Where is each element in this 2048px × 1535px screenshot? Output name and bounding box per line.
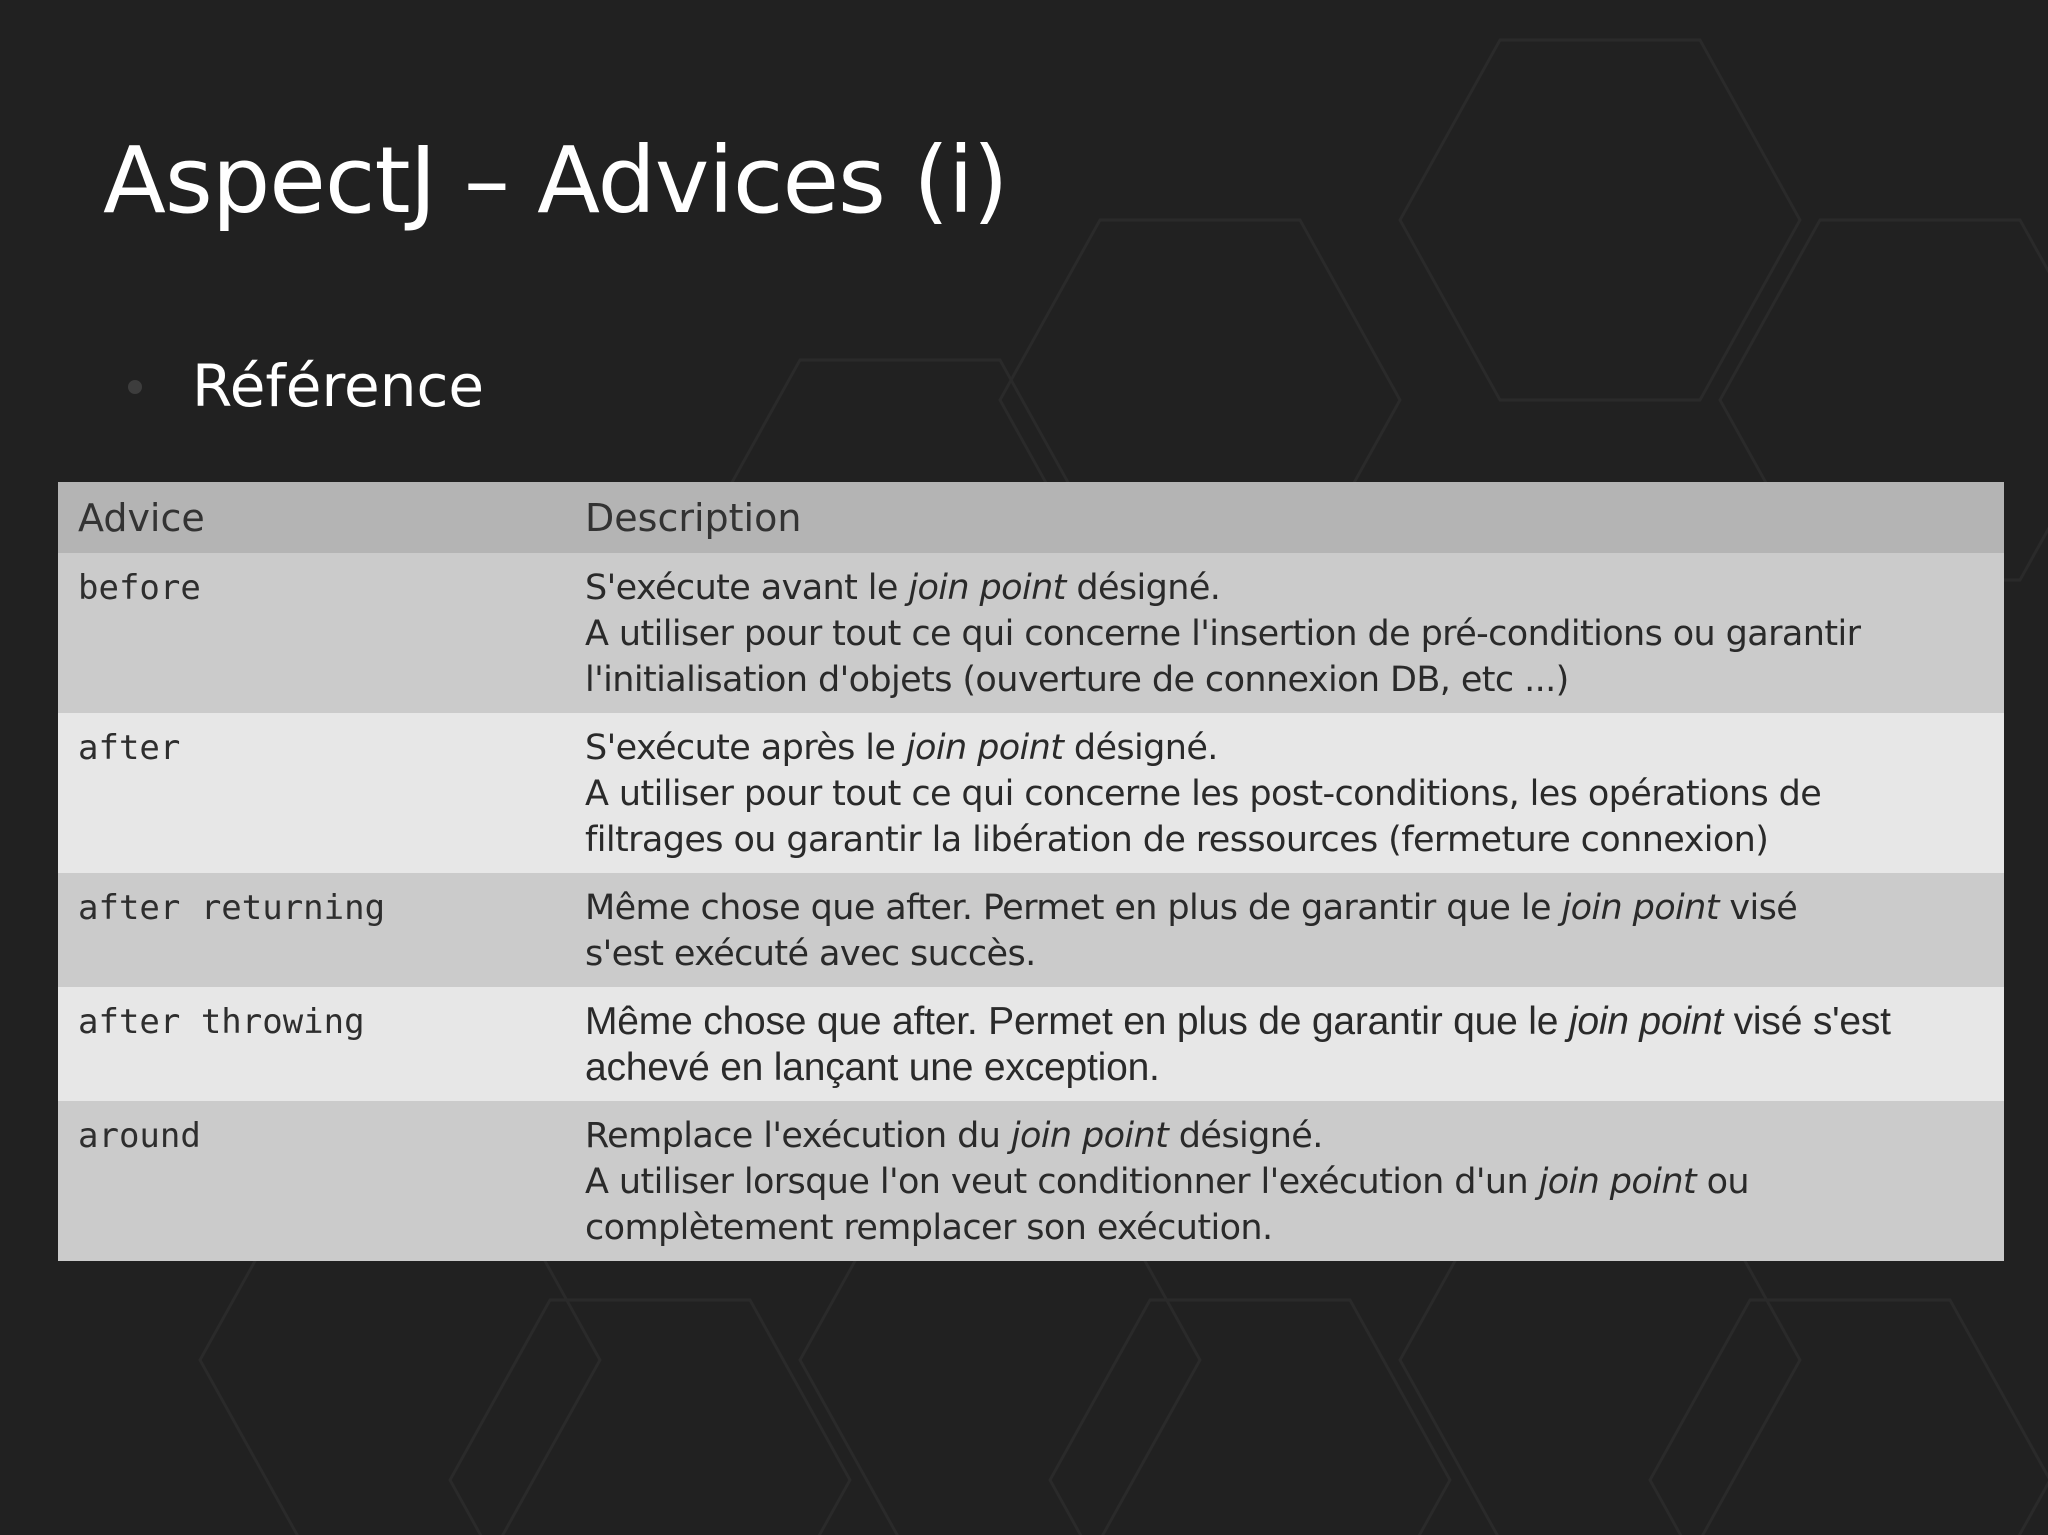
table-row (58, 873, 2004, 987)
description-line (585, 771, 1984, 817)
table-body (58, 553, 2004, 1261)
description-line (585, 565, 1984, 611)
advice-name: after (78, 728, 181, 768)
description-cell (565, 553, 2004, 713)
advice-name: before (78, 568, 201, 608)
description-fragment: visé s'est (1723, 1000, 1891, 1043)
join-point-term: join point (1568, 1000, 1723, 1043)
description-text (585, 565, 1984, 703)
description-line (585, 931, 1984, 977)
description-fragment: s'est exécuté avec succès. (585, 934, 1036, 974)
table-row (58, 553, 2004, 713)
description-fragment: désigné. (1168, 1116, 1323, 1156)
description-text (585, 999, 1984, 1091)
slide-title: AspectJ – Advices (i) (103, 127, 1008, 234)
description-fragment: visé (1718, 888, 1798, 928)
join-point-term: join point (1538, 1162, 1697, 1202)
description-fragment: A utiliser lorsque l'on veut conditionner l'exécution d'un (585, 1162, 1539, 1202)
description-fragment: l'initialisation d'objets (ouverture de connexion DB, etc ...) (585, 660, 1569, 700)
column-header-description: Description (565, 482, 2004, 553)
description-line (585, 1113, 1984, 1159)
description-text (585, 1113, 1984, 1251)
description-text (585, 885, 1984, 977)
description-cell (565, 873, 2004, 987)
description-fragment: Même chose que after. Permet en plus de garantir que le (585, 1000, 1569, 1043)
join-point-term: join point (1010, 1116, 1169, 1156)
description-fragment: ou (1696, 1162, 1749, 1202)
description-fragment: achevé en lançant une exception. (585, 1046, 1160, 1089)
advice-name: around (78, 1116, 201, 1156)
table-row (58, 713, 2004, 873)
description-fragment: Même chose que after. Permet en plus de garantir que le (585, 888, 1562, 928)
table-row (58, 1101, 2004, 1261)
description-cell (565, 713, 2004, 873)
bullet-item (128, 352, 485, 420)
description-fragment: désigné. (1063, 728, 1218, 768)
description-fragment: A utiliser pour tout ce qui concerne l'insertion de pré-conditions ou garantir (585, 614, 1861, 654)
description-line (585, 1159, 1984, 1205)
join-point-term: join point (905, 728, 1064, 768)
advice-cell (58, 553, 565, 713)
description-fragment: filtrages ou garantir la libération de ressources (fermeture connexion) (585, 820, 1769, 860)
advice-cell (58, 873, 565, 987)
join-point-term: join point (908, 568, 1066, 608)
description-cell (565, 1101, 2004, 1261)
bullet-dot-icon (128, 380, 142, 394)
description-fragment: Remplace l'exécution du (585, 1116, 1011, 1156)
description-fragment: S'exécute avant le (585, 568, 909, 608)
description-fragment: complètement remplacer son exécution. (585, 1208, 1273, 1248)
description-fragment: A utiliser pour tout ce qui concerne les post-conditions, les opérations de (585, 774, 1822, 814)
description-line (585, 817, 1984, 863)
advice-name: after throwing (78, 1002, 365, 1042)
table-row (58, 987, 2004, 1101)
description-fragment: S'exécute après le (585, 728, 906, 768)
description-line (585, 657, 1984, 703)
description-line (585, 1205, 1984, 1251)
description-fragment: désigné. (1065, 568, 1221, 608)
description-line (585, 885, 1984, 931)
description-cell (565, 987, 2004, 1101)
description-text (585, 725, 1984, 863)
advice-cell (58, 1101, 565, 1261)
description-line (585, 999, 1984, 1045)
advice-reference-table (58, 482, 2004, 1261)
advice-cell (58, 987, 565, 1101)
description-line (585, 725, 1984, 771)
column-header-advice: Advice (58, 482, 565, 553)
advice-cell (58, 713, 565, 873)
table-header-row (58, 482, 2004, 553)
advice-name: after returning (78, 888, 386, 928)
bullet-text: Référence (192, 352, 485, 420)
description-line (585, 1045, 1984, 1091)
join-point-term: join point (1561, 888, 1719, 928)
description-line (585, 611, 1984, 657)
